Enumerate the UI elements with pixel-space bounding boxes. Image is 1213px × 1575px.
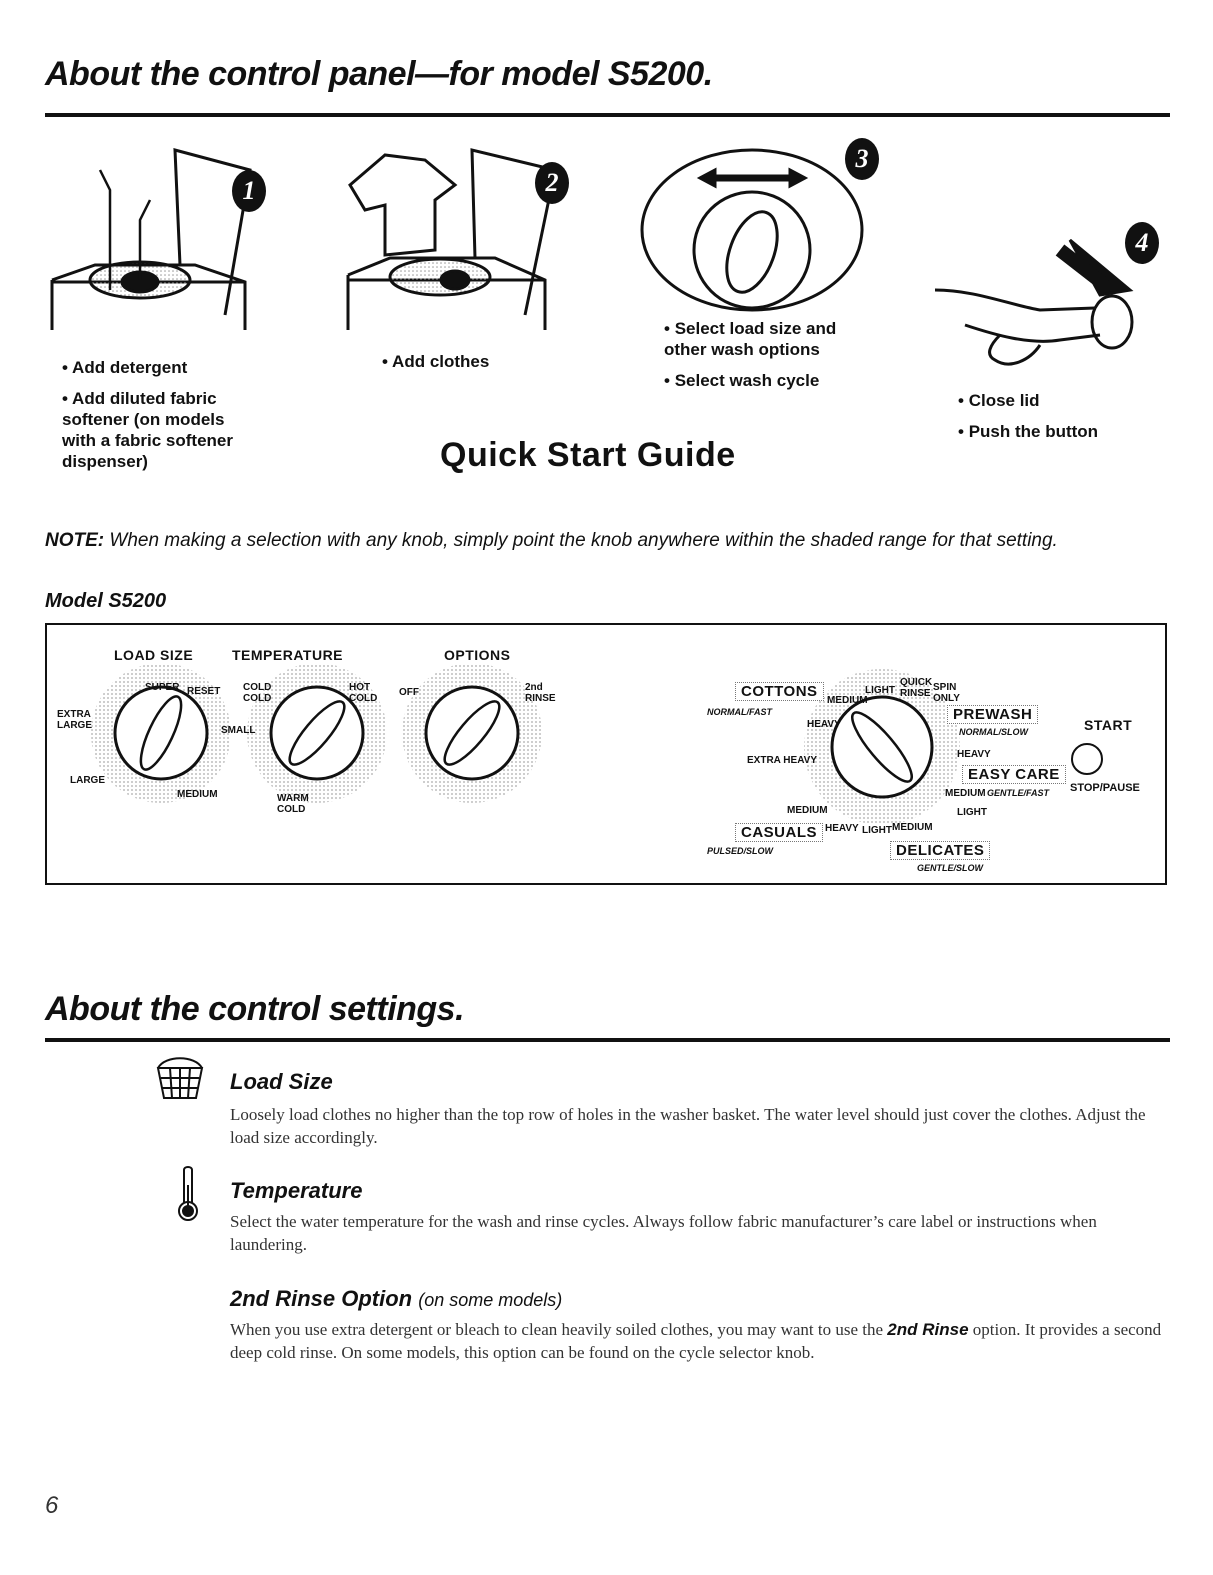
quick-start-guide-title: Quick Start Guide [440, 436, 736, 474]
note-text [45, 530, 1058, 552]
heading-rule [45, 1038, 1170, 1042]
prewash-speed: NORMAL/SLOW [959, 727, 1028, 737]
option-2nd-rinse-label: 2nd RINSE [525, 682, 556, 704]
cycle-easy-care: EASY CARE [962, 765, 1066, 784]
temp-cold-cold-label: COLD COLD [243, 682, 272, 704]
dial-quick-rinse: QUICK RINSE [900, 677, 933, 699]
hand-button-illustration [935, 240, 1132, 364]
temperature-header: TEMPERATURE [232, 647, 344, 663]
temperature-title: Temperature [230, 1178, 363, 1203]
easy-care-speed: GENTLE/FAST [987, 788, 1050, 798]
delicates-speed: GENTLE/SLOW [917, 863, 983, 873]
option-off-label: OFF [399, 687, 419, 698]
dial-extra-heavy: EXTRA HEAVY [747, 755, 818, 766]
step-4-bullet: • Push the button [958, 421, 1158, 442]
dial-illustration [642, 150, 862, 310]
dial-heavy-right: HEAVY [957, 749, 991, 760]
load-size-title: Load Size [230, 1069, 333, 1094]
step-number-3: 3 [845, 138, 879, 180]
step-1-bullet: • Add detergent [62, 357, 262, 378]
load-medium-label: MEDIUM [177, 789, 218, 800]
dial-heavy-bottom: HEAVY [825, 823, 859, 834]
note-body: When making a selection with any knob, simply point the knob anywhere within the shaded range for that setting. [109, 530, 1058, 551]
casuals-speed: PULSED/SLOW [707, 846, 774, 856]
dial-light-right: LIGHT [957, 807, 987, 818]
load-large-label: LARGE [70, 775, 105, 786]
step-3-bullet: • Select load size and other wash options [664, 318, 869, 360]
washer-detergent-illustration [52, 150, 250, 330]
step-4-bullet: • Close lid [958, 390, 1158, 411]
step-number-4: 4 [1125, 222, 1159, 264]
thermometer-icon [173, 1165, 203, 1225]
load-super-label: SUPER [145, 682, 180, 693]
laundry-basket-icon [150, 1050, 210, 1105]
dial-spin-only: SPIN ONLY [933, 682, 960, 704]
step-1-bullets [62, 357, 262, 482]
load-size-text: Loosely load clothes no higher than the top row of holes in the washer basket. The water level should just cover the clothes. Adjust the load size accordingly. [230, 1105, 1146, 1147]
note-label: NOTE: [45, 530, 105, 551]
step-1-bullet: • Add diluted fabric softener (on models with a fabric softener dispenser) [62, 388, 262, 472]
options-header: OPTIONS [444, 647, 511, 663]
cycle-cottons: COTTONS [735, 682, 824, 701]
dial-medium-right: MEDIUM [945, 788, 986, 799]
start-header: START [1084, 717, 1133, 733]
load-small-label: SMALL [221, 725, 256, 736]
load-reset-label: RESET [187, 686, 221, 697]
page-number: 6 [45, 1492, 59, 1519]
second-rinse-title [230, 1286, 562, 1312]
cycle-delicates: DELICATES [890, 841, 990, 860]
step-3-bullets [664, 318, 869, 401]
dial-medium-left: MEDIUM [787, 805, 828, 816]
step-number-1: 1 [232, 170, 266, 212]
step-3-bullet: • Select wash cycle [664, 370, 869, 391]
start-button-circle [1072, 744, 1102, 774]
temperature-text: Select the water temperature for the wash and rinse cycles. Always follow fabric manufacturer’s care label or instructions when laundering. [230, 1212, 1097, 1254]
second-rinse-text-after: option. It provides a second deep cold rinse. On some models, this option can be found on the cycle selector knob. [230, 1320, 1162, 1362]
second-rinse-subtitle: (on some models) [418, 1290, 563, 1310]
model-heading: Model S5200 [45, 590, 167, 612]
load-extra-large-label: EXTRA LARGE [57, 709, 92, 731]
temp-hot-cold-label: HOT COLD [349, 682, 378, 704]
temp-warm-cold-label: WARM COLD [277, 793, 309, 815]
step-2-bullet: • Add clothes [382, 351, 582, 372]
dial-medium-bottom: MEDIUM [892, 822, 933, 833]
step-4-bullets [958, 390, 1158, 452]
step-2-bullets [382, 351, 582, 382]
second-rinse-text [230, 1318, 1165, 1364]
control-panel-diagram [45, 623, 1167, 885]
second-rinse-title-text: 2nd Rinse Option [230, 1286, 413, 1311]
step-number-2: 2 [535, 162, 569, 204]
cycle-casuals: CASUALS [735, 823, 823, 842]
control-panel-heading: About the control panel—for model S5200. [45, 55, 713, 93]
cycle-prewash: PREWASH [947, 705, 1038, 724]
dial-heavy-left: HEAVY [807, 719, 841, 730]
load-size-header: LOAD SIZE [114, 647, 194, 663]
dial-medium-top: MEDIUM [827, 695, 868, 706]
second-rinse-text-before: When you use extra detergent or bleach to clean heavily soiled clothes, you may want to use the [230, 1320, 888, 1339]
stop-pause-label: STOP/PAUSE [1070, 782, 1140, 794]
second-rinse-emphasis: 2nd Rinse [887, 1320, 969, 1339]
options-knob [402, 663, 542, 803]
dial-light-bottom: LIGHT [862, 825, 892, 836]
cottons-speed: NORMAL/FAST [707, 707, 772, 717]
control-panel-knobs [47, 625, 1169, 887]
heading-rule [45, 113, 1170, 117]
control-settings-heading: About the control settings. [45, 990, 465, 1028]
dial-light-top: LIGHT [865, 685, 895, 696]
washer-clothes-illustration [348, 150, 555, 330]
